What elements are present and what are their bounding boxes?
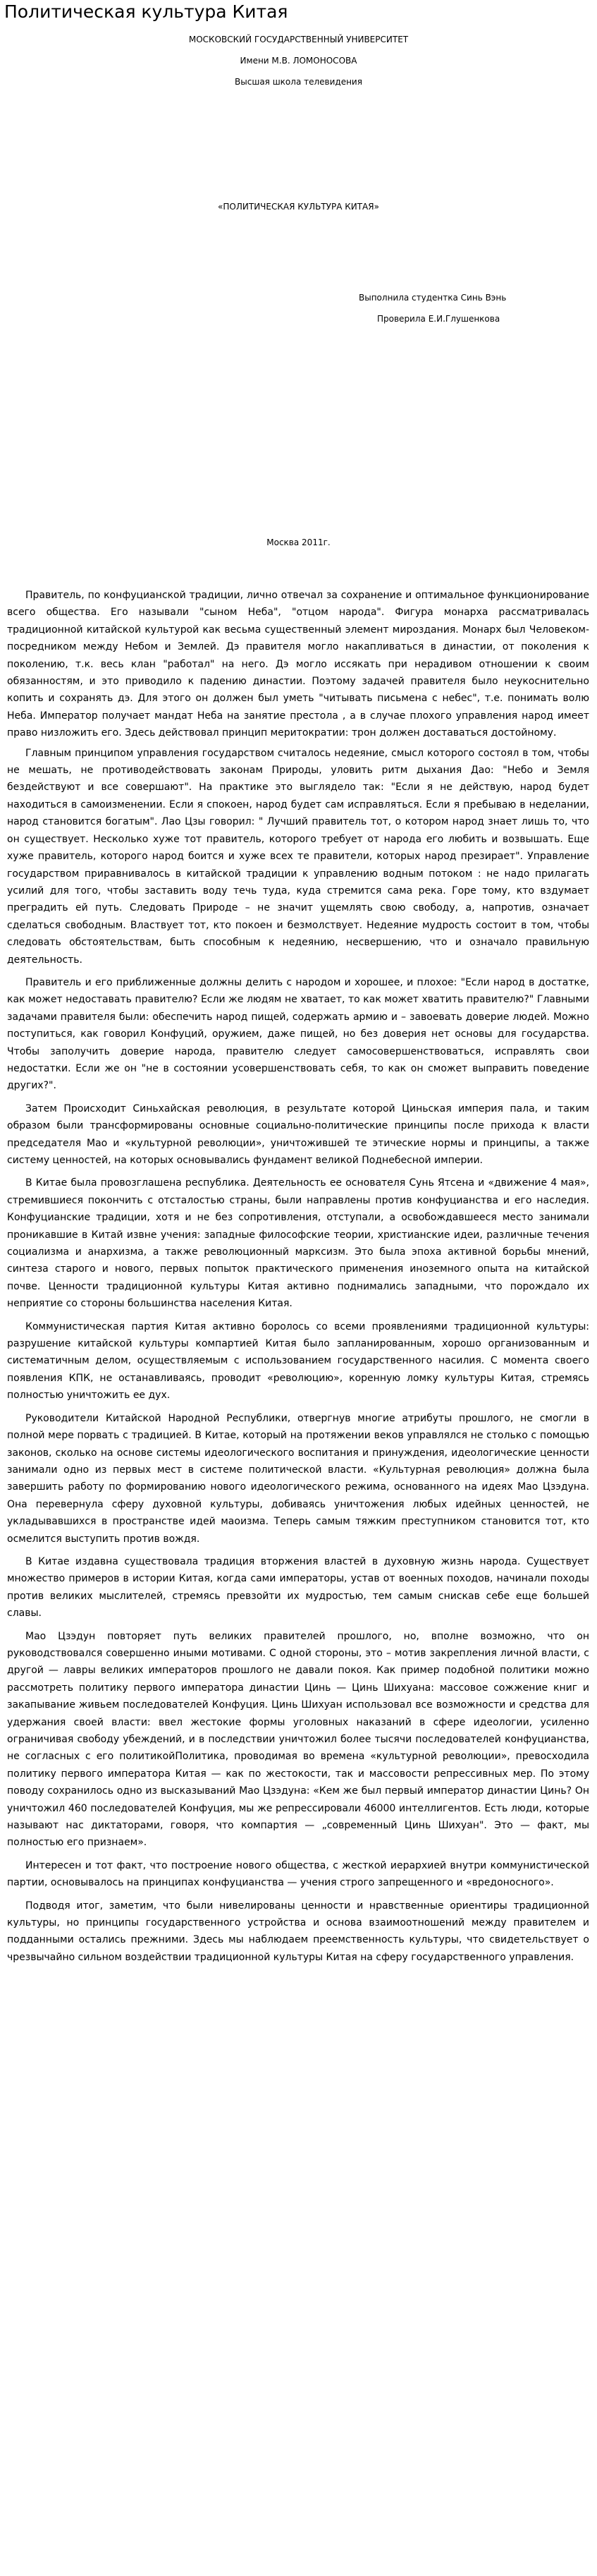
paragraph: Руководители Китайской Народной Республики, отвергнув многие атрибуты прошлого, не смогли в полной мере порвать с традицией. В Китае, который на протяжении веков управлялся не столько с помощью законов, сколько на основе системы идеологического воспитания и принуждения, идеологические ценности занимали одно из первых мест в системе политической власти. «Культурная революция» должна была завершить работу по формированию нового идеологического режима, основанного на идеях Мао Цзэдуна. Она перевернула сферу духовной культуры, добиваясь уничтожения любых идейных ценностей, не укладывавшихся в пространстве идей маоизма. Теперь самым тяжким преступником становится тот, кто осмелится выступить против вождя. — [7, 1412, 589, 1545]
named-after-line: Имени М.В. ЛОМОНОСОВА — [240, 56, 357, 66]
work-title: «ПОЛИТИЧЕСКАЯ КУЛЬТУРА КИТАЯ» — [218, 202, 379, 212]
paragraph: Интересен и тот факт, что построение нового общества, с жесткой иерархией внутри коммунистической партии, основывалось на принципах конфуцианства — учения строго запрещенного и «вредоносного». — [7, 1859, 589, 1889]
paragraph: Правитель и его приближенные должны делить с народом и хорошее, и плохое: "Если народ в достатке, как может недоставать правителю? Если же людям не хватает, то как может хватить правителю?" Главными задачами правителя были: обеспечить народ пищей, содержать армию и – завоевать доверие людей. Можно поступиться, как говорил Конфуций, оружием, даже пищей, но без доверия нет основы для государства. Чтобы заполучить доверие народа, правителю следует самосовершенствоваться, исправлять свои недостатки. Если же он "не в состоянии усовершенствовать себя, то как он сможет выправить поведение других?". — [7, 976, 589, 1092]
university-name: МОСКОВСКИЙ ГОСУДАРСТВЕННЫЙ УНИВЕРСИТЕТ — [188, 35, 409, 44]
body-text — [7, 587, 589, 1966]
checker-line: Проверила Е.И.Глушенкова — [377, 314, 500, 324]
page-title: Политическая культура Китая — [4, 1, 288, 22]
paragraph: В Китае была провозглашена республика. Деятельность ее основателя Сунь Ятсена и «движение 4 мая», стремившиеся покончить с отсталостью страны, были направлены против конфуцианства и его наследия. Конфуцианские традиции, хотя и не без сопротивления, отступали, а освобождавшееся место занимали проникавшие в Китай извне учения: западные философские теории, христианские идеи, различные течения социализма и анархизма, а также революционный марксизм. Это была эпоха активной борьбы мнений, синтеза старого и нового, первых попыток практического применения иноземного опыта на китайской почве. Ценности традиционной культуры Китая активно поднимались западными, что порождало их неприятие со стороны большинства населения Китая. — [7, 1177, 589, 1310]
city-year: Москва 2011г. — [266, 537, 331, 547]
paragraph: Затем Происходит Синьхайская революция, в результате которой Циньская империя пала, и таким образом были трансформированы основные социально-политические принципы после прихода к власти председателя Мао и «культурной революции», уничтожившей те этические нормы и принципы, а также систему ценностей, на которых основывались фундамент великой Поднебесной империи. — [7, 1102, 589, 1166]
school-name: Высшая школа телевидения — [235, 77, 362, 87]
paragraph: Подводя итог, заметим, что были нивелированы ценности и нравственные ориентиры традиционной культуры, но принципы государственного устройства и основа взаимоотношений между правителем и подданными остались прежними. Здесь мы наблюдаем преемственность культуры, что свидетельствует о чрезвычайно сильном воздействии традиционной культуры Китая на сферу государственного управления. — [7, 1900, 589, 1963]
paragraph: Мао Цзэдун повторяет путь великих правителей прошлого, но, вполне возможно, что он руководствовался совершенно иными мотивами. С одной стороны, это – мотив закрепления личной власти, с другой — лавры великих императоров прошлого не давали покоя. Как пример подобной политики можно рассмотреть политику первого императора династии Цинь — Цинь Шихуана: массовое сожжение книг и закапывание живьем последователей Конфуция. Цинь Шихуан использовал все возможности и средства для удержания своей власти: ввел жестокие формы уголовных наказаний в сфере идеологии, усиленно ограничивая свободу убеждений, и в последствии уничтожил более тысячи последователей конфуцианства, не согласных с его политикойПолитика, проводимая во времена «культурной революции», превосходила политику первого императора Китая — как по жестокости, так и массовости репрессивных мер. По этому поводу сохранилось одно из высказываний Мао Цзэдуна: «Кем же был первый император династии Цинь? Он уничтожил 460 последователей Конфуция, мы же репрессировали 46000 интеллигентов. Есть люди, которые называют нас диктаторами, говоря, что компартия — „современный Цинь Шихуан". Это — факт, мы полностью его признаем». — [7, 1630, 589, 1849]
paragraph: В Китае издавна существовала традиция вторжения властей в духовную жизнь народа. Существует множество примеров в истории Китая, когда сами императоры, устав от военных походов, начинали походы против великих мыслителей, стремясь превзойти их мудростью, тем самым снискав себе еще большей славы. — [7, 1555, 589, 1620]
author-line: Выполнила студентка Синь Вэнь — [359, 293, 507, 303]
paragraph: Главным принципом управления государством считалось недеяние, смысл которого состоял в том, чтобы не мешать, не противодействовать законам Природы, уловить ритм дыхания Дао: "Небо и Земля бездействуют и все совершают". На практике это выглядело так: "Если я не действую, народ будет находиться в самоизменении. Если я спокоен, народ будет сам исправляться. Если я пребываю в неделании, народ становится богатым". Лао Цзы говорил: " Лучший правитель тот, о котором народ знает лишь то, что он существует. Несколько хуже тот правитель, которого требует от народа его любить и возвышать. Еще хуже правитель, которого народ боится и хуже всех те правители, которых народ презирает". Управление государством приравнивалось в китайской традиции к управлению водным потоком : не надо прилагать усилий для того, чтобы заставить воду течь туда, куда стремится сама река. Горе тому, кто вздумает преградить ей путь. Следовать Природе – не значит ущемлять свою свободу, а, напротив, означает сделаться свободным. Властвует тот, кто покоен и безмолствует. Недеяние мудрость состоит в том, чтобы следовать обстоятельствам, быть способным к недеянию, несвершению, что и означало правильную деятельность. — [7, 747, 589, 966]
paragraph: Коммунистическая партия Китая активно боролось со всеми проявлениями традиционной культуры: разрушение китайской культуры компартией Китая было запланированным, хорошо организованным и систематичным делом, осуществляемым с использованием государственного насилия. С момента своего появления КПК, не останавливаясь, проводит «революцию», коренную ломку культуры Китая, стремясь полностью уничтожить ее дух. — [7, 1320, 589, 1402]
paragraph: Правитель, по конфуцианской традиции, лично отвечал за сохранение и оптимальное функционирование всего общества. Его называли "сыном Неба", "отцом народа". Фигура монарха рассматривалась традиционной китайской культурой как весьма существенный элемент мироздания. Монарх был Человеком-посредником между Небом и Землей. Дэ правителя могло накапливаться в династии, от поколения к поколению, т.к. весь клан "работал" на него. Дэ могло иссякать при нерадивом отношении к своим обязанностям, и это приводило к падению династии. Поэтому задачей правителя было неукоснительно копить и сохранять дэ. Для этого он должен был уметь "читывать письмена с небес", т.е. понимать волю Неба. Император получает мандат Неба на занятие престола , а в случае плохого управления народ имеет право низложить его. Здесь действовал принцип меритократии: трон должен доставаться достойному. — [7, 590, 589, 739]
